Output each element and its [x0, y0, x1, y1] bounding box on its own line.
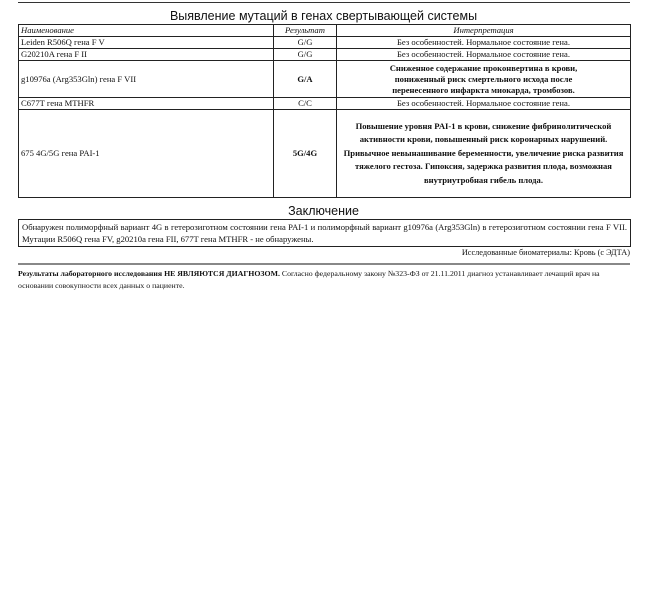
header-result: Результат — [274, 25, 337, 37]
interpretation: Без особенностей. Нормальное состояние гена. — [337, 49, 631, 61]
result: G/G — [274, 49, 337, 61]
results-table — [18, 24, 631, 198]
gene-name: Leiden R506Q гена F V — [19, 37, 274, 49]
disclaimer-bold: Результаты лабораторного исследования НЕ ЯВЛЯЮТСЯ ДИАГНОЗОМ. — [18, 269, 280, 278]
gene-name: G20210A гена F II — [19, 49, 274, 61]
biomaterial: Исследованные биоматериалы: Кровь (с ЭДТА) — [461, 248, 630, 257]
table-row — [19, 49, 631, 61]
interpretation: Без особенностей. Нормальное состояние гена. — [337, 98, 631, 110]
disclaimer-text: Согласно федеральному закону №323-ФЗ от 21.11.2011 диагноз устанавливает лечащий врач на основании совокупности всех данных о пациенте. — [18, 269, 600, 290]
header-name: Наименование — [19, 25, 274, 37]
top-divider — [18, 2, 630, 3]
interpretation: Сниженное содержание проконвертина в крови, пониженный риск смертельного исхода после перенесенного инфаркта миокарда, тромбозов. — [337, 61, 631, 98]
conclusion-title: Заключение — [288, 204, 359, 218]
interpretation: Без особенностей. Нормальное состояние гена. — [337, 37, 631, 49]
header-interpretation: Интерпретация — [337, 25, 631, 37]
result: 5G/4G — [274, 110, 337, 198]
gene-name: 675 4G/5G гена PAI-1 — [19, 110, 274, 198]
interpretation: Повышение уровня PAI-1 в крови, снижение фибринолитической активности крови, повышенный риск коронарных нарушений. Привычное невынашивание беременности, увеличение риска развития тяжелого гестоза. Гипоксия, задержка развития плода, возможная внутриутробная гибель плода. — [337, 110, 631, 198]
result: G/G — [274, 37, 337, 49]
table-row — [19, 61, 631, 98]
disclaimer — [18, 268, 630, 292]
section-title: Выявление мутаций в генах свертывающей системы — [169, 9, 478, 23]
conclusion-text: Обнаружен полиморфный вариант 4G в гетерозиготном состоянии гена PAI-1 и полиморфный вариант g10976a (Arg353Gln) в гетерозиготном состоянии гена F VII. Мутации R506Q гена FV, g20210a гена FII, 677T гена MTHFR - не обнаружены. — [18, 219, 631, 247]
table-row — [19, 37, 631, 49]
divider — [18, 263, 630, 265]
table-header — [19, 25, 631, 37]
result: G/A — [274, 61, 337, 98]
gene-name: C677T гена MTHFR — [19, 98, 274, 110]
result: C/C — [274, 98, 337, 110]
table-row — [19, 110, 631, 198]
gene-name: g10976a (Arg353Gln) гена F VII — [19, 61, 274, 98]
table-row — [19, 98, 631, 110]
